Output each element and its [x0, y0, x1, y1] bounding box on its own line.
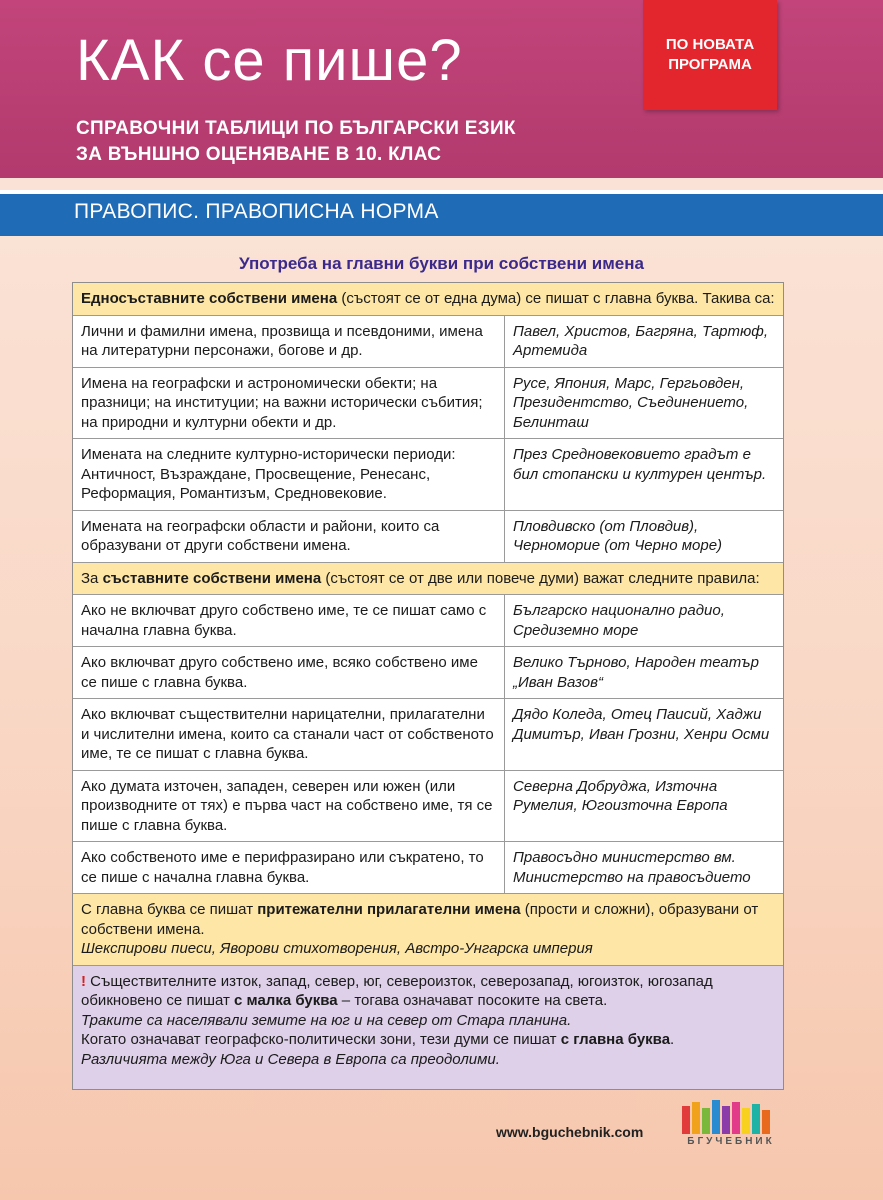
- possessive-text: (прости и сложни), образувани от собствени имена.: [81, 901, 759, 938]
- intro-compound: [73, 563, 783, 595]
- possessive-rule: [73, 894, 783, 965]
- rule-cell: Ако не включват друго собствено име, те се пишат само с начална главна буква.: [73, 595, 505, 646]
- rule-cell: Ако включват съществителни нарицателни, прилагателни и числителни имена, които са станали част от собственото име, те се пишат с главна буква.: [73, 699, 505, 770]
- example-cell: Правосъдно министерство вм. Министерство на правосъдието: [505, 842, 783, 893]
- table-row: [73, 367, 783, 439]
- table-row: [73, 594, 783, 646]
- rule-cell: Имена на географски и астрономически обекти; на празници; на институции; на важни исторически събития; на природни и културни обекти и др.: [73, 368, 505, 439]
- note-line3a: Когато означават географско-политически зони, тези думи се пишат: [81, 1031, 561, 1048]
- table-row: [73, 510, 783, 562]
- subtitle-line2: ЗА ВЪНШНО ОЦЕНЯВАНЕ В 10. КЛАС: [76, 144, 442, 165]
- books-logo-icon: [678, 1098, 784, 1136]
- rule-cell: Имената на географски области и райони, които са образувани от други собствени имена.: [73, 511, 505, 562]
- intro-compound-bold: съставните собствени имена: [102, 569, 322, 587]
- logo-text: БГУЧЕБНИК: [687, 1136, 775, 1147]
- intro-single-text: (състоят се от една дума) се пишат с главна буква. Такива са:: [337, 290, 775, 307]
- example-cell: Русе, Япония, Марс, Гергьовден, Президентство, Съединението, Белинташ: [505, 368, 783, 439]
- section-band: [0, 190, 883, 236]
- note-box: [73, 966, 783, 1090]
- intro-row-compound: [73, 562, 783, 595]
- brand-title: КАК се пише?: [76, 28, 463, 93]
- publisher-url[interactable]: www.bguchebnik.com: [496, 1124, 644, 1140]
- intro-compound-prefix: За: [81, 569, 103, 587]
- example-cell: Северна Добруджа, Източна Румелия, Югоизточна Европа: [505, 771, 783, 842]
- intro-single: [73, 283, 783, 315]
- table-row: [73, 438, 783, 510]
- note-line4: Различията между Юга и Севера в Европа са преодолими.: [81, 1050, 500, 1068]
- possessive-bold: притежателни прилагателни имена: [257, 901, 521, 918]
- new-program-badge: [643, 0, 777, 110]
- note-line1b: с малка буква: [234, 992, 338, 1009]
- example-cell: Българско национално радио, Средиземно море: [505, 595, 783, 646]
- section-title: ПРАВОПИС. ПРАВОПИСНА НОРМА: [74, 200, 439, 223]
- subtitle-line1: СПРАВОЧНИ ТАБЛИЦИ ПО БЪЛГАРСКИ ЕЗИК: [76, 118, 516, 139]
- publisher-logo: [678, 1098, 784, 1150]
- rule-cell: Лични и фамилни имена, прозвища и псевдоними, имена на литературни персонажи, богове и др.: [73, 316, 505, 367]
- note-line3b: с главна буква: [560, 1031, 671, 1048]
- possessive-prefix: С главна буква се пишат: [81, 901, 258, 918]
- note-line1c: – тогава означават посоките на света.: [337, 992, 608, 1009]
- note-line3c: .: [670, 1031, 675, 1048]
- table-row: [73, 646, 783, 698]
- rule-cell: Имената на следните културно-исторически периоди: Античност, Възраждане, Просвещение, Ренесанс, Реформация, Романтизъм, Средновековие.: [73, 439, 505, 510]
- example-cell: Пловдивско (от Пловдив), Черноморие (от Черно море): [505, 511, 783, 562]
- rule-cell: Ако включват друго собствено име, всяко собствено име се пише с главна буква.: [73, 647, 505, 698]
- note-line1a: Съществителните изток, запад, север, юг, североизток, северозапад, югоизток, югозапад обикновено се пишат: [81, 972, 713, 1009]
- table-title: Употреба на главни букви при собствени имена: [239, 254, 644, 273]
- example-cell: Дядо Коледа, Отец Паисий, Хаджи Димитър, Иван Грозни, Хенри Осми: [505, 699, 783, 770]
- exclamation-icon: !: [81, 972, 86, 990]
- example-cell: През Средновековието градът е бил стопански и културен център.: [505, 439, 783, 510]
- possessive-row: [73, 893, 783, 965]
- example-cell: Павел, Христов, Багряна, Тартюф, Артемида: [505, 316, 783, 367]
- badge-line2: ПРОГРАМА: [668, 56, 752, 73]
- badge-line1: ПО НОВАТА: [665, 36, 755, 53]
- rules-table: [72, 282, 784, 1090]
- table-row: [73, 841, 783, 893]
- rule-cell: Ако собственото име е перифразирано или съкратено, то се пише с начална главна буква.: [73, 842, 505, 893]
- possessive-example: Шекспирови пиеси, Яворови стихотворения, Австро-Унгарска империя: [81, 940, 593, 957]
- intro-single-bold: Едносъставните собствени имена: [81, 290, 338, 307]
- table-row: [73, 698, 783, 770]
- note-line2: Траките са населявали земите на юг и на север от Стара планина.: [81, 1011, 572, 1029]
- note-row: [73, 965, 783, 1090]
- table-row: [73, 770, 783, 842]
- example-cell: Велико Търново, Народен театър „Иван Вазов“: [505, 647, 783, 698]
- intro-compound-text: (състоят се от две или повече думи) важат следните правила:: [321, 569, 760, 587]
- rule-cell: Ако думата източен, западен, северен или южен (или производните от тях) е първа част на собствено име, тя се пише с главна буква.: [73, 771, 505, 842]
- intro-row-single: [73, 283, 783, 315]
- table-row: [73, 315, 783, 367]
